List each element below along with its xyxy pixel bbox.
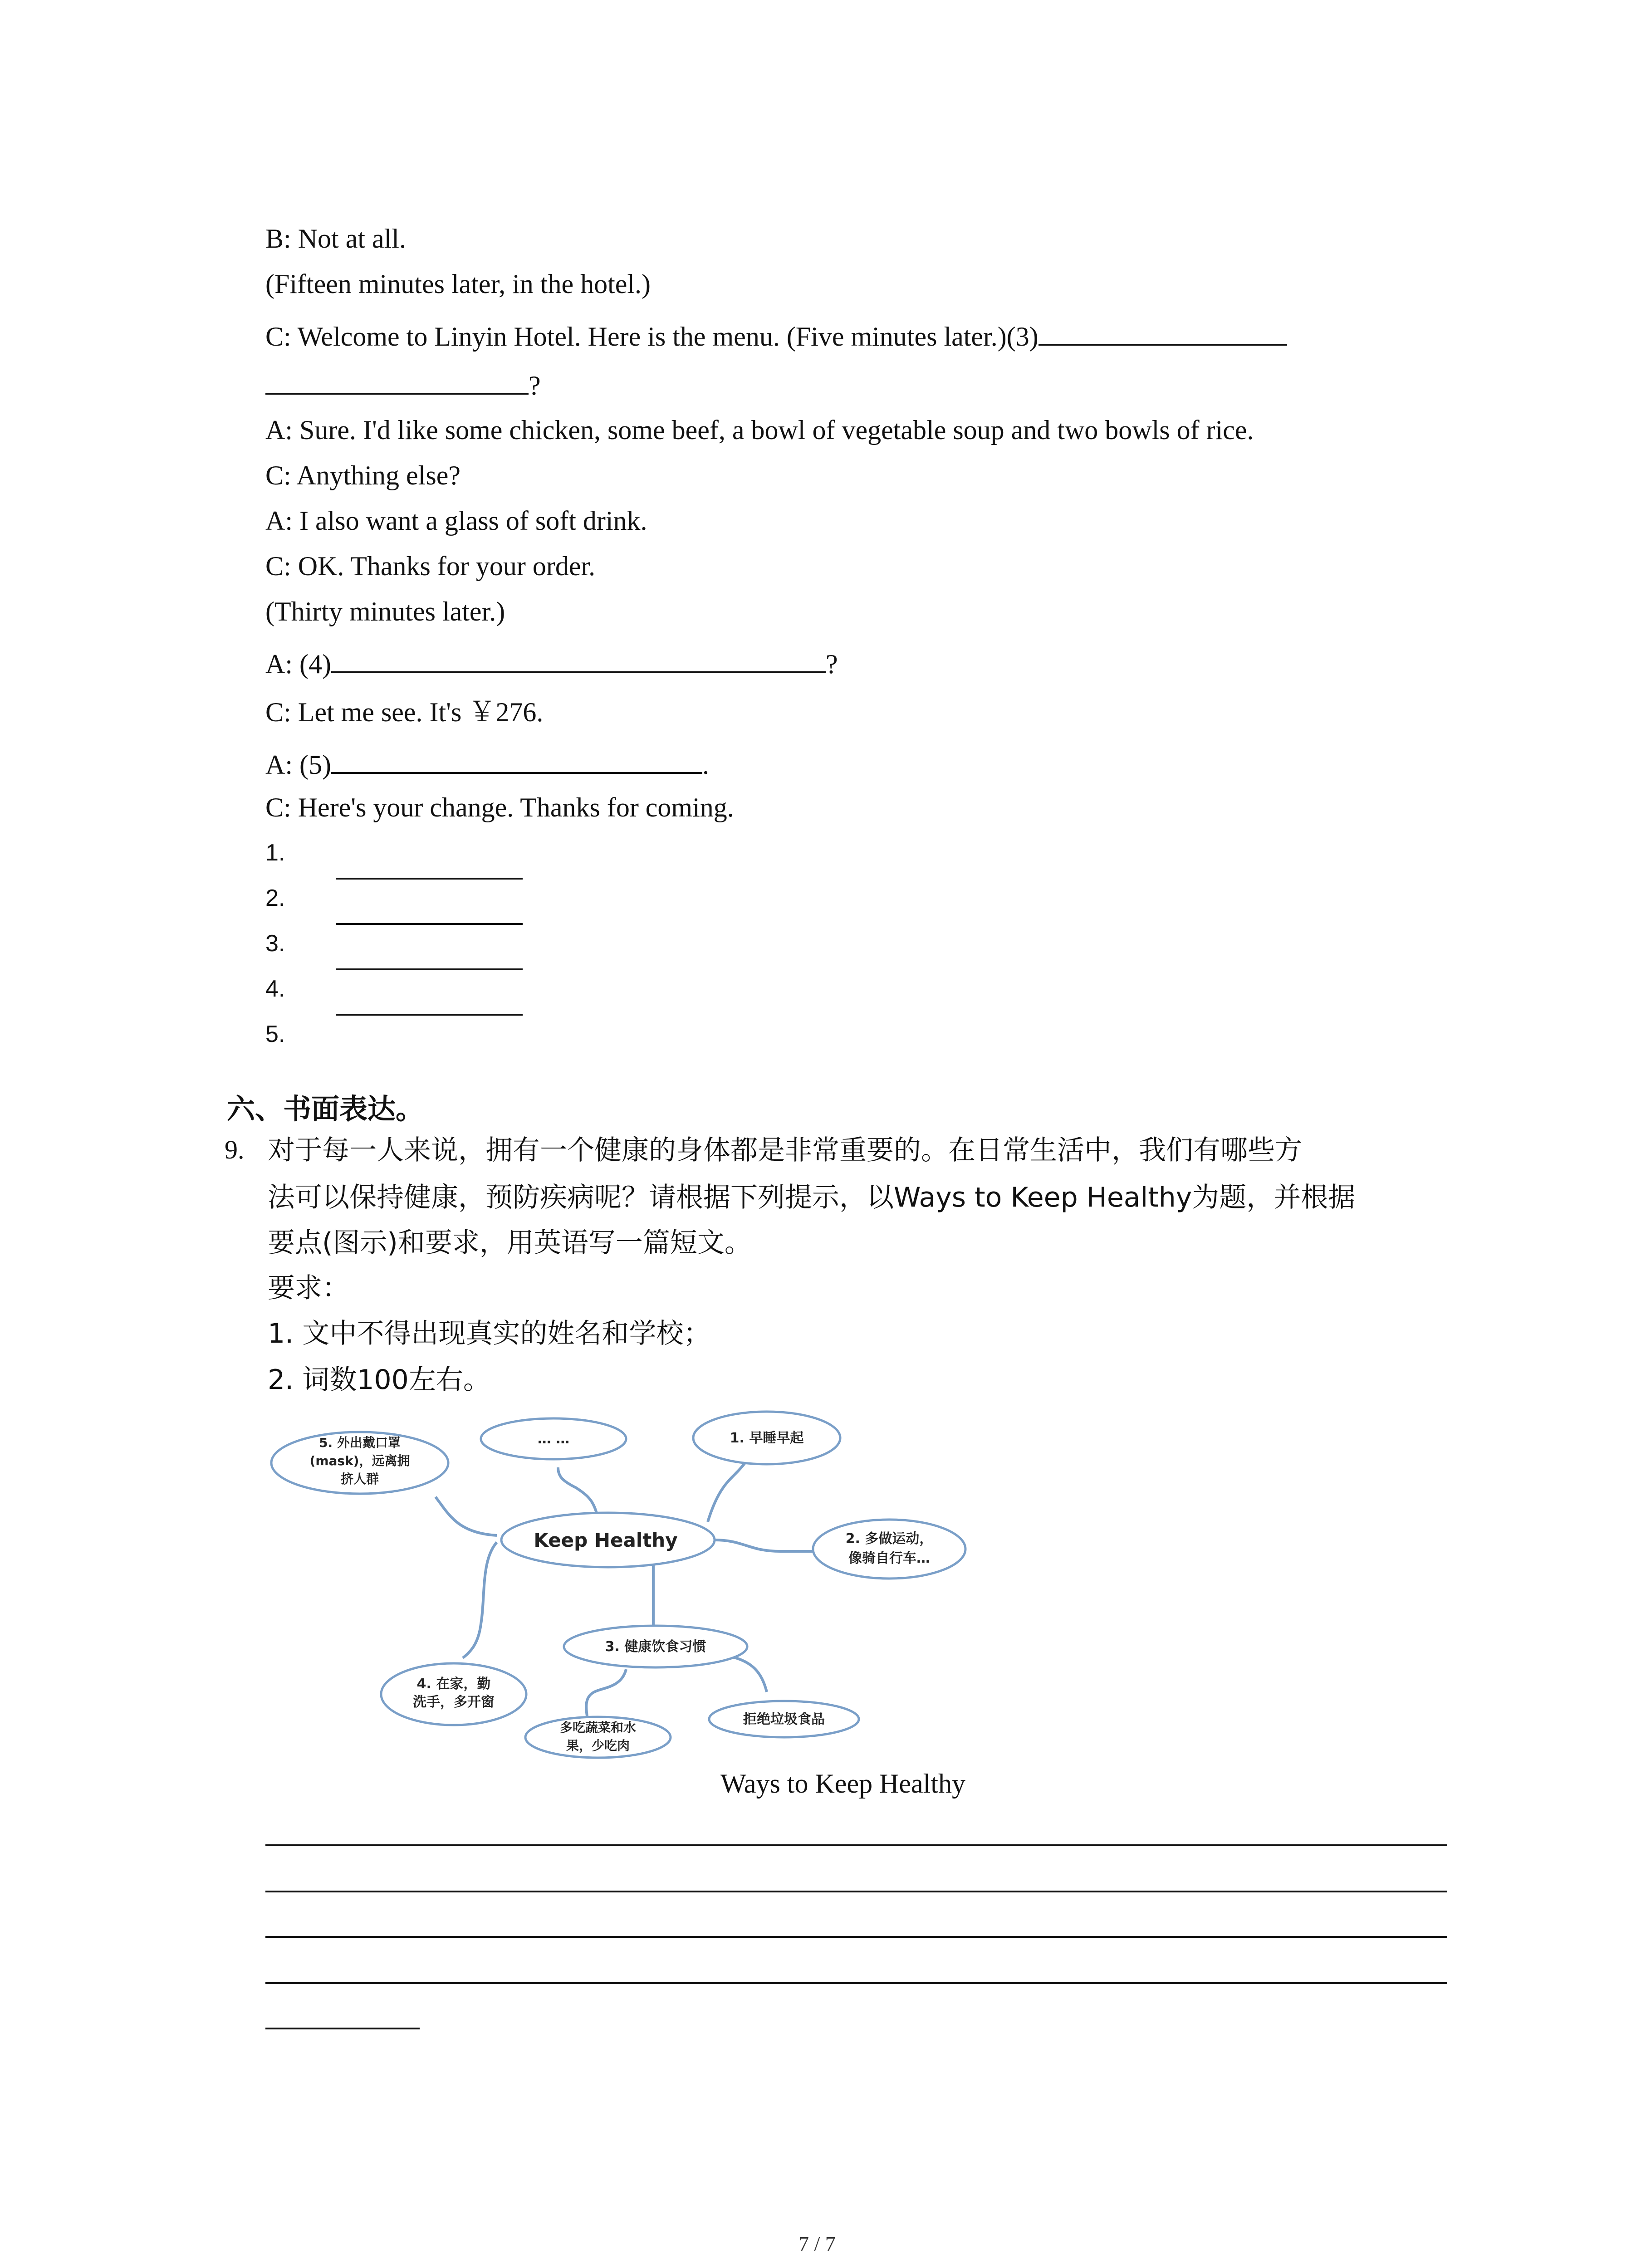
question-number: 9. bbox=[225, 1135, 245, 1164]
section-title: 六、书面表达。 bbox=[227, 1092, 424, 1125]
requirement-1: 1. 文中不得出现真实的姓名和学校； bbox=[268, 1318, 711, 1349]
node-4-label-line-1: 4. 在家，勤 bbox=[416, 1676, 491, 1692]
node-3-label: 3. 健康饮食习惯 bbox=[605, 1639, 706, 1655]
connector-3b bbox=[726, 1656, 767, 1692]
node-2-label-line-1: 2. 多做运动， bbox=[845, 1531, 933, 1547]
answer-number-3: 3. bbox=[265, 930, 285, 957]
node-2-label-line-2: 像骑自行车… bbox=[848, 1550, 930, 1566]
node-5-label-line-3: 挤人群 bbox=[340, 1471, 379, 1486]
node-3a-label-line-2: 果，少吃肉 bbox=[566, 1738, 630, 1753]
answer-number-4: 4. bbox=[265, 976, 285, 1002]
node-5-label-line-2: (mask)，远离拥 bbox=[309, 1453, 410, 1468]
dialogue-line-5: A: Sure. I'd like some chicken, some beef, a bowl of vegetable soup and two bowls of rice. bbox=[265, 415, 1254, 445]
node-2-shape bbox=[813, 1520, 965, 1579]
node-1-label: 1. 早睡早起 bbox=[730, 1430, 804, 1446]
dialogue-line-9: (Thirty minutes later.) bbox=[265, 596, 505, 626]
node-3a-label-line-1: 多吃蔬菜和水 bbox=[559, 1720, 637, 1735]
writing-line-5[interactable] bbox=[265, 2028, 420, 2029]
period-5: . bbox=[702, 750, 709, 780]
dialogue-line-3-text: C: Welcome to Linyin Hotel. Here is the menu. (Five minutes later.)(3) bbox=[265, 322, 1038, 352]
writing-line-1[interactable] bbox=[265, 1844, 1447, 1846]
dialogue-line-1: B: Not at all. bbox=[265, 224, 406, 254]
dialogue-line-7: A: I also want a glass of soft drink. bbox=[265, 506, 647, 536]
center-node-label: Keep Healthy bbox=[534, 1529, 678, 1551]
dialogue-line-6: C: Anything else? bbox=[265, 460, 460, 490]
etc-node-label: … … bbox=[537, 1431, 570, 1447]
dialogue-line-2: (Fifteen minutes later, in the hotel.) bbox=[265, 269, 651, 299]
dialogue-line-12-text: A: (5) bbox=[265, 750, 331, 780]
prompt-line-3: 要点(图示)和要求，用英语写一篇短文。 bbox=[268, 1227, 752, 1259]
connector-5 bbox=[436, 1497, 497, 1535]
writing-line-3[interactable] bbox=[265, 1936, 1447, 1938]
connector-3a bbox=[586, 1669, 626, 1719]
question-mark-4: ? bbox=[825, 649, 838, 679]
prompt-line-2: 法可以保持健康，预防疾病呢？请根据下列提示，以Ways to Keep Healthy为题，并根据 bbox=[268, 1182, 1356, 1213]
dialogue-line-8: C: OK. Thanks for your order. bbox=[265, 551, 596, 581]
node-3b-label: 拒绝垃圾食品 bbox=[743, 1711, 825, 1727]
node-5-label-line-1: 5. 外出戴口罩 bbox=[319, 1435, 401, 1450]
answer-number-1: 1. bbox=[265, 840, 285, 866]
answer-number-5: 5. bbox=[265, 1021, 285, 1047]
connector-4 bbox=[463, 1542, 497, 1658]
question-mark-3: ? bbox=[529, 371, 541, 401]
dialogue-line-10-text: A: (4) bbox=[265, 649, 331, 679]
prompt-line-1: 对于每一人来说，拥有一个健康的身体都是非常重要的。在日常生活中，我们有哪些方 bbox=[268, 1134, 1302, 1166]
essay-title: Ways to Keep Healthy bbox=[720, 1769, 965, 1799]
dialogue-line-11: C: Let me see. It's ￥276. bbox=[265, 697, 544, 727]
requirements-title: 要求： bbox=[268, 1272, 349, 1304]
node-4-label-line-2: 洗手，多开窗 bbox=[413, 1694, 495, 1710]
requirement-2: 2. 词数100左右。 bbox=[268, 1364, 490, 1396]
dialogue-line-13: C: Here's your change. Thanks for coming. bbox=[265, 792, 734, 822]
writing-line-2[interactable] bbox=[265, 1891, 1447, 1892]
connector-2 bbox=[715, 1540, 817, 1551]
page-number: 7 / 7 bbox=[798, 2232, 836, 2255]
writing-line-4[interactable] bbox=[265, 1982, 1447, 1984]
answer-number-2: 2. bbox=[265, 885, 285, 911]
